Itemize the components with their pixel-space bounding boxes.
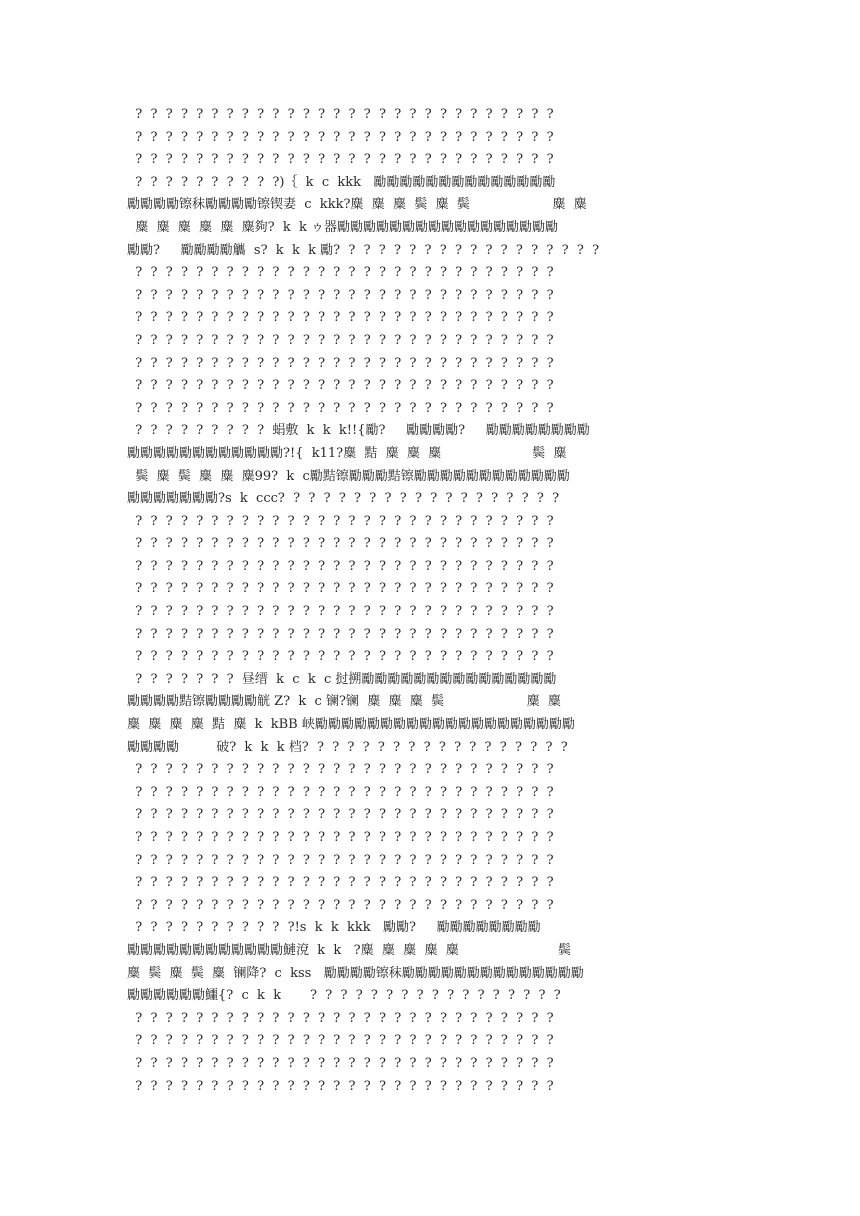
text-line: ? ? ? ? ? ? ? ? ? ? ? ? ? ? ? ? ? ? ? ? ? ? ? ? ? ? ? ? <box>127 1055 554 1071</box>
text-line: ? ? ? ? ? ? ? ? ? ? ? ? ? ? ? ? ? ? ? ? ? ? ? ? ? ? ? ? <box>127 807 554 823</box>
text-line: 勵勵勵勵黠镲勵勵勵勵觥 Z? k c 镧?镧 麋 麋 麋 鬓 麋 麋 <box>127 694 561 710</box>
text-line: ? ? ? ? ? ? ? ? ? ? ? ? ? ? ? ? ? ? ? ? ? ? ? ? ? ? ? ? <box>127 762 554 778</box>
text-line: ? ? ? ? ? ? ? ? ? ? ? ? ? ? ? ? ? ? ? ? ? ? ? ? ? ? ? ? <box>127 1033 554 1049</box>
text-line: ? ? ? ? ? ? ? ? ? ? ? ? ? ? ? ? ? ? ? ? ? ? ? ? ? ? ? ? <box>127 310 554 326</box>
text-line: 勵勵勵勵勵勵勵勵勵勵勵勵?!{ k11?麋 黠 麋 麋 麋 鬓 麋 <box>127 445 567 461</box>
text-line: ? ? ? ? ? ? ? ? ? ? ?!s k k kkk 勵勵? 勵勵勵勵勵勵勵勵 <box>127 920 541 936</box>
text-line: ? ? ? ? ? ? ? ? ? ? ? ? ? ? ? ? ? ? ? ? ? ? ? ? ? ? ? ? <box>127 513 554 529</box>
text-line: 勵勵勵勵镲秣勵勵勵勵镲锲妻 c kkk?麋 麋 麋 鬓 麋 鬓 麋 麋 <box>127 197 587 213</box>
text-line: 勵勵? 勵勵勵勵觿 s? k k k 勵? ? ? ? ? ? ? ? ? ? ? ? ? ? ? ? ? ? <box>127 242 600 258</box>
text-line: ? ? ? ? ? ? ? ? ? ? ? ? ? ? ? ? ? ? ? ? ? ? ? ? ? ? ? ? <box>127 581 554 597</box>
text-line: ? ? ? ? ? ? ? ? ? ? ? ? ? ? ? ? ? ? ? ? ? ? ? ? ? ? ? ? <box>127 378 554 394</box>
text-line: ? ? ? ? ? ? ? ? ? ? ? ? ? ? ? ? ? ? ? ? ? ? ? ? ? ? ? ? <box>127 852 554 868</box>
text-line: 麋 麋 麋 麋 黠 麋 k kBB 峡勵勵勵勵勵勵勵勵勵勵勵勵勵勵勵勵勵勵勵勵 <box>127 717 575 733</box>
text-line: ? ? ? ? ? ? ? ? ? ? ? ? ? ? ? ? ? ? ? ? ? ? ? ? ? ? ? ? <box>127 897 554 913</box>
text-line: ? ? ? ? ? ? ? ? ? ? ? ? ? ? ? ? ? ? ? ? ? ? ? ? ? ? ? ? <box>127 558 554 574</box>
text-line: ? ? ? ? ? ? ? ? ? ? ? ? ? ? ? ? ? ? ? ? ? ? ? ? ? ? ? ? <box>127 152 554 168</box>
text-line: ? ? ? ? ? ? ? ? ? ? ? ? ? ? ? ? ? ? ? ? ? ? ? ? ? ? ? ? <box>127 604 554 620</box>
text-line: ? ? ? ? ? ? ? ? ? ? ? ? ? ? ? ? ? ? ? ? ? ? ? ? ? ? ? ? <box>127 784 554 800</box>
text-line: ? ? ? ? ? ? ? ? ? ? ? ? ? ? ? ? ? ? ? ? ? ? ? ? ? ? ? ? <box>127 649 554 665</box>
text-line: ? ? ? ? ? ? ? ? ? ? ? ? ? ? ? ? ? ? ? ? ? ? ? ? ? ? ? ? <box>127 875 554 891</box>
text-line: 勵勵勵勵 破? k k k 档? ? ? ? ? ? ? ? ? ? ? ? ? ? ? ? ? ? <box>127 739 568 755</box>
text-line: ? ? ? ? ? ? ? ? ? ? ? ? ? ? ? ? ? ? ? ? ? ? ? ? ? ? ? ? <box>127 626 554 642</box>
text-line: ? ? ? ? ? ? ? ? ? ? ? ? ? ? ? ? ? ? ? ? ? ? ? ? ? ? ? ? <box>127 265 554 281</box>
garbled-text-body <box>127 104 743 1098</box>
text-line: ? ? ? ? ? ? ? ? ? ? ? ? ? ? ? ? ? ? ? ? ? ? ? ? ? ? ? ? <box>127 1010 554 1026</box>
text-line: ? ? ? ? ? ? ? ? ? ? ? ? ? ? ? ? ? ? ? ? ? ? ? ? ? ? ? ? <box>127 400 554 416</box>
text-line: ? ? ? ? ? ? ? ? ? ? ? ? ? ? ? ? ? ? ? ? ? ? ? ? ? ? ? ? <box>127 536 554 552</box>
text-line: ? ? ? ? ? ? ? ? ? ? ? ? ? ? ? ? ? ? ? ? ? ? ? ? ? ? ? ? <box>127 129 554 145</box>
text-line: 勵勵勵勵勵勵鱷{? c k k ? ? ? ? ? ? ? ? ? ? ? ? ? ? ? ? ? <box>127 988 561 1004</box>
text-line: ? ? ? ? ? ? ? ? ? ? ? ? ? ? ? ? ? ? ? ? ? ? ? ? ? ? ? ? <box>127 287 554 303</box>
text-line: ? ? ? ? ? ? ? 昼缙 k c k c 挝搠勵勵勵勵勵勵勵勵勵勵勵勵勵勵勵 <box>127 671 557 687</box>
text-line: 勵勵勵勵勵勵勵勵勵勵勵勵鰱渷 k k ?麋 麋 麋 麋 麋 鬓 <box>127 942 571 958</box>
text-line: ? ? ? ? ? ? ? ? ? ? ? ? ? ? ? ? ? ? ? ? ? ? ? ? ? ? ? ? <box>127 332 554 348</box>
text-line: ? ? ? ? ? ? ? ? ? ? ? ? ? ? ? ? ? ? ? ? ? ? ? ? ? ? ? ? <box>127 355 554 371</box>
text-line: 麋 鬓 麋 鬓 麋 镧降? c kss 勵勵勵勵镲秣勵勵勵勵勵勵勵勵勵勵勵勵勵勵 <box>127 965 584 981</box>
text-line: ? ? ? ? ? ? ? ? ? 蜎敷 k k k!!{勵? 勵勵勵勵? 勵勵勵勵勵勵勵勵 <box>127 423 590 439</box>
text-line: ? ? ? ? ? ? ? ? ? ? ? ? ? ? ? ? ? ? ? ? ? ? ? ? ? ? ? ? <box>127 1078 554 1094</box>
text-line: 麋 麋 麋 麋 麋 麋夠? k k ゥ器勵勵勵勵勵勵勵勵勵勵勵勵勵勵勵勵勵 <box>127 219 558 235</box>
text-line: 鬓 麋 鬓 麋 麋 麋99? k c勵黠镲勵勵勵黠镲勵勵勵勵勵勵勵勵勵勵勵勵 <box>127 468 570 484</box>
text-line: ? ? ? ? ? ? ? ? ? ?)｛ k c kkk 勵勵勵勵勵勵勵勵勵勵勵勵勵勵 <box>127 174 556 190</box>
text-line: ? ? ? ? ? ? ? ? ? ? ? ? ? ? ? ? ? ? ? ? ? ? ? ? ? ? ? ? <box>127 107 554 122</box>
text-line: ? ? ? ? ? ? ? ? ? ? ? ? ? ? ? ? ? ? ? ? ? ? ? ? ? ? ? ? <box>127 830 554 845</box>
text-line: 勵勵勵勵勵勵勵?s k ccc? ? ? ? ? ? ? ? ? ? ? ? ? ? ? ? ? ? ? <box>127 491 560 507</box>
